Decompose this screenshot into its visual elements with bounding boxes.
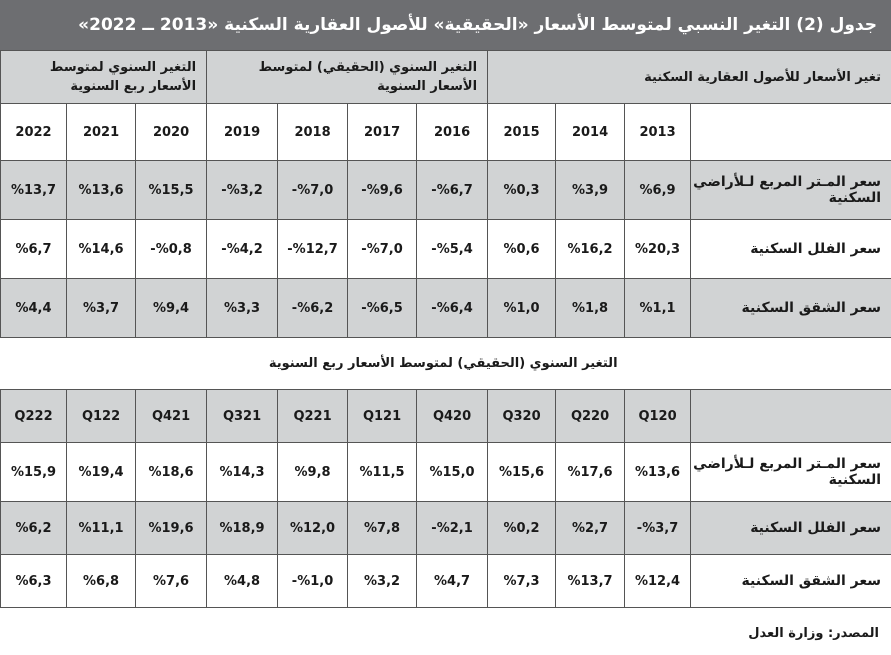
year-header: 2019 xyxy=(207,104,278,161)
value-cell: %18,6 xyxy=(136,443,207,502)
value-cell: %13,7 xyxy=(1,161,67,220)
quarter-header: Q222 xyxy=(1,390,67,443)
year-header: 2021 xyxy=(67,104,136,161)
year-header: 2022 xyxy=(1,104,67,161)
table-row-quarterly-apartments xyxy=(1,555,891,608)
quarterly-group-header: التغير السنوي لمتوسط الأسعار ربع السنوية xyxy=(1,51,207,104)
value-cell: -%3,2 xyxy=(207,161,278,220)
value-cell: -%6,2 xyxy=(278,279,348,338)
value-cell: -%6,5 xyxy=(348,279,417,338)
value-cell: %14,3 xyxy=(207,443,278,502)
value-cell: %12,4 xyxy=(625,555,691,608)
value-cell: %4,4 xyxy=(1,279,67,338)
value-cell: %1,1 xyxy=(625,279,691,338)
value-cell: %3,3 xyxy=(207,279,278,338)
value-cell: %4,8 xyxy=(207,555,278,608)
row-label: سعر الفلل السكنية xyxy=(691,502,891,555)
value-cell: -%7,0 xyxy=(348,220,417,279)
value-cell: %13,6 xyxy=(625,443,691,502)
value-cell: %1,8 xyxy=(556,279,625,338)
year-header: 2018 xyxy=(278,104,348,161)
row-label: سعر الشقق السكنية xyxy=(691,279,891,338)
year-header: 2014 xyxy=(556,104,625,161)
row-label: سعر الفلل السكنية xyxy=(691,220,891,279)
quarter-header: Q421 xyxy=(136,390,207,443)
table-row-quarterly-villas xyxy=(1,502,891,555)
table-row-annual-land xyxy=(1,161,891,220)
row-label: سعر المـتر المربع لـلأراضي السكنية xyxy=(691,161,891,220)
quarter-header: Q321 xyxy=(207,390,278,443)
value-cell: %2,7 xyxy=(556,502,625,555)
years-row xyxy=(1,104,891,161)
value-cell: %3,9 xyxy=(556,161,625,220)
quarter-section-row xyxy=(1,338,891,390)
table-row-annual-apartments xyxy=(1,279,891,338)
value-cell: %6,8 xyxy=(67,555,136,608)
table-row-quarterly-land xyxy=(1,443,891,502)
year-header: 2017 xyxy=(348,104,417,161)
value-cell: %17,6 xyxy=(556,443,625,502)
value-cell: %18,9 xyxy=(207,502,278,555)
value-cell: %13,6 xyxy=(67,161,136,220)
year-header: 2013 xyxy=(625,104,691,161)
value-cell: %6,9 xyxy=(625,161,691,220)
value-cell: %7,8 xyxy=(348,502,417,555)
price-change-table xyxy=(0,50,891,608)
value-cell: -%1,0 xyxy=(278,555,348,608)
value-cell: %19,4 xyxy=(67,443,136,502)
annual-group-header: التغير السنوي (الحقيقي) لمتوسط الأسعار السنوية xyxy=(207,51,488,104)
value-cell: %11,1 xyxy=(67,502,136,555)
row-label: سعر المـتر المربع لـلأراضي السكنية xyxy=(691,443,891,502)
value-cell: %15,0 xyxy=(417,443,488,502)
quarter-header: Q221 xyxy=(278,390,348,443)
source-note: المصدر: وزارة العدل xyxy=(748,626,879,641)
value-cell: -%4,2 xyxy=(207,220,278,279)
value-cell: -%9,6 xyxy=(348,161,417,220)
empty-header-cell xyxy=(691,104,891,161)
value-cell: %6,2 xyxy=(1,502,67,555)
value-cell: %4,7 xyxy=(417,555,488,608)
year-header: 2016 xyxy=(417,104,488,161)
row-label-header: تغير الأسعار للأصول العقارية السكنية xyxy=(488,51,891,104)
value-cell: %16,2 xyxy=(556,220,625,279)
year-header: 2015 xyxy=(488,104,556,161)
value-cell: %6,3 xyxy=(1,555,67,608)
value-cell: %9,8 xyxy=(278,443,348,502)
value-cell: %1,0 xyxy=(488,279,556,338)
value-cell: %7,3 xyxy=(488,555,556,608)
value-cell: %15,6 xyxy=(488,443,556,502)
value-cell: %11,5 xyxy=(348,443,417,502)
value-cell: %0,6 xyxy=(488,220,556,279)
value-cell: -%12,7 xyxy=(278,220,348,279)
value-cell: -%6,7 xyxy=(417,161,488,220)
value-cell: -%6,4 xyxy=(417,279,488,338)
year-header: 2020 xyxy=(136,104,207,161)
value-cell: -%2,1 xyxy=(417,502,488,555)
value-cell: %14,6 xyxy=(67,220,136,279)
value-cell: %0,2 xyxy=(488,502,556,555)
quarter-header: Q121 xyxy=(348,390,417,443)
value-cell: %20,3 xyxy=(625,220,691,279)
value-cell: -%7,0 xyxy=(278,161,348,220)
quarter-header: Q320 xyxy=(488,390,556,443)
value-cell: %19,6 xyxy=(136,502,207,555)
value-cell: -%3,7 xyxy=(625,502,691,555)
value-cell: %7,6 xyxy=(136,555,207,608)
value-cell: %3,2 xyxy=(348,555,417,608)
quarter-header: Q420 xyxy=(417,390,488,443)
value-cell: -%0,8 xyxy=(136,220,207,279)
value-cell: %3,7 xyxy=(67,279,136,338)
value-cell: %0,3 xyxy=(488,161,556,220)
table-title: جدول (2) التغير النسبي لمتوسط الأسعار «الحقيقية» للأصول العقارية السكنية «2013 ــ 2022» xyxy=(0,0,891,50)
value-cell: %15,9 xyxy=(1,443,67,502)
quarter-section-title: التغير السنوي (الحقيقي) لمتوسط الأسعار ربع السنوية xyxy=(1,338,891,390)
table-row-annual-villas xyxy=(1,220,891,279)
value-cell: %6,7 xyxy=(1,220,67,279)
value-cell: %12,0 xyxy=(278,502,348,555)
row-label: سعر الشقق السكنية xyxy=(691,555,891,608)
value-cell: %9,4 xyxy=(136,279,207,338)
empty-header-cell xyxy=(691,390,891,443)
quarter-header: Q220 xyxy=(556,390,625,443)
quarter-header: Q122 xyxy=(67,390,136,443)
quarters-row xyxy=(1,390,891,443)
header-row xyxy=(1,51,891,104)
value-cell: -%5,4 xyxy=(417,220,488,279)
value-cell: %13,7 xyxy=(556,555,625,608)
quarter-header: Q120 xyxy=(625,390,691,443)
value-cell: %15,5 xyxy=(136,161,207,220)
